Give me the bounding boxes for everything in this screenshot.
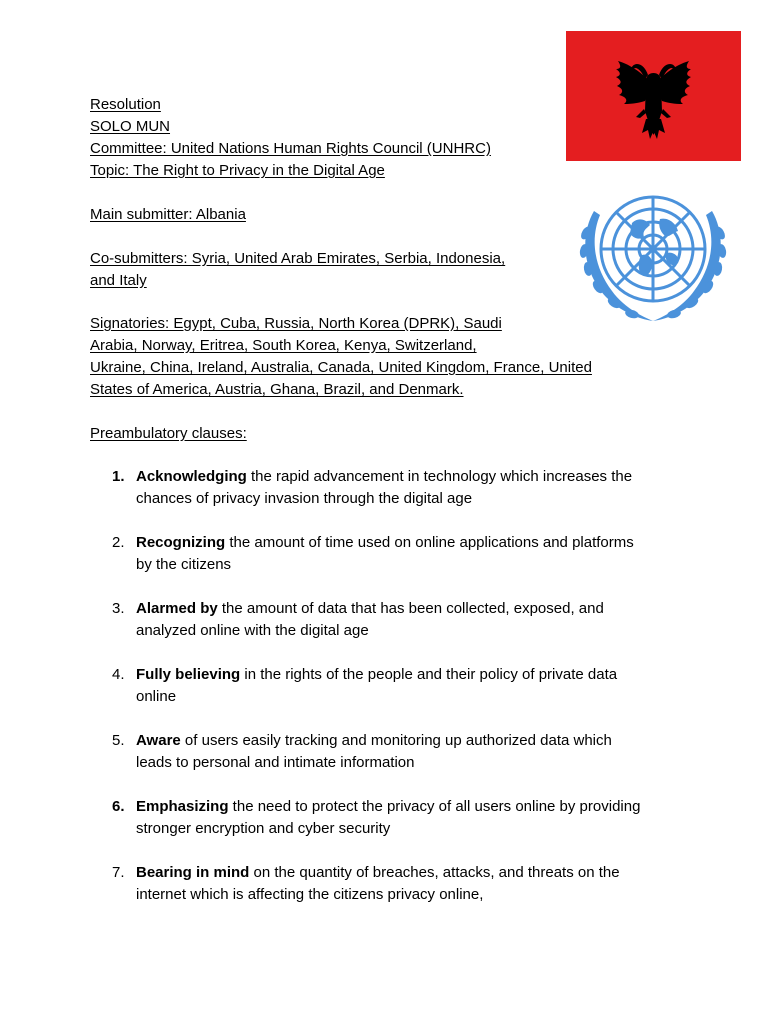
united-nations-emblem-image (572, 193, 734, 329)
conference-name: SOLO MUN (90, 118, 171, 135)
signatories-line-2: Arabia, Norway, Eritrea, South Korea, Kenya, Switzerland, (90, 337, 477, 354)
clause-keyword: Fully believing (136, 666, 241, 683)
clause-item (112, 466, 692, 510)
signatories-line-4: States of America, Austria, Ghana, Brazil, and Denmark. (90, 381, 464, 398)
clause-text-line-2: stronger encryption and cyber security (136, 820, 391, 837)
clause-item (112, 730, 692, 774)
co-submitters-line-2: and Italy (90, 272, 147, 289)
clause-text-line-2: chances of privacy invasion through the digital age (136, 490, 473, 507)
clause-text-line-1: the amount of time used on online applications and platforms (225, 534, 634, 551)
clause-text-line-2: analyzed online with the digital age (136, 622, 369, 639)
clause-text-line-2: online (136, 688, 177, 705)
preambulatory-clauses-list (112, 466, 692, 928)
signatories-line-3: Ukraine, China, Ireland, Australia, Canada, United Kingdom, France, United (90, 359, 592, 376)
double-headed-eagle-icon (566, 31, 741, 161)
clause-text-line-1: in the rights of the people and their policy of private data (240, 666, 618, 683)
clause-number: 4. (112, 666, 125, 683)
clause-text-line-2: internet which is affecting the citizens privacy online, (136, 886, 484, 903)
clause-number: 1. (112, 468, 125, 485)
clause-item (112, 598, 692, 642)
clause-keyword: Recognizing (136, 534, 226, 551)
clause-number: 5. (112, 732, 125, 749)
clause-keyword: Emphasizing (136, 798, 229, 815)
preambulatory-heading: Preambulatory clauses: (90, 425, 247, 442)
clause-item (112, 862, 692, 906)
clause-text-line-2: leads to personal and intimate information (136, 754, 415, 771)
main-submitter-line: Main submitter: Albania (90, 206, 246, 223)
co-submitters-line-1: Co-submitters: Syria, United Arab Emirates, Serbia, Indonesia, (90, 250, 506, 267)
albania-flag-image (566, 31, 741, 161)
clause-text-line-1: the amount of data that has been collected, exposed, and (217, 600, 604, 617)
un-globe-icon (572, 193, 734, 329)
clause-text-line-1: on the quantity of breaches, attacks, and threats on the (249, 864, 620, 881)
clause-text-line-1: the need to protect the privacy of all users online by providing (228, 798, 641, 815)
topic-line: Topic: The Right to Privacy in the Digital Age (90, 162, 385, 179)
clause-text-line-1: of users easily tracking and monitoring up authorized data which (180, 732, 612, 749)
resolution-heading: Resolution (90, 96, 161, 113)
clause-text-line-2: by the citizens (136, 556, 232, 573)
clause-number: 3. (112, 600, 125, 617)
clause-number: 2. (112, 534, 125, 551)
clause-item (112, 796, 692, 840)
signatories-line-1: Signatories: Egypt, Cuba, Russia, North Korea (DPRK), Saudi (90, 315, 502, 332)
committee-line: Committee: United Nations Human Rights Council (UNHRC) (90, 140, 491, 157)
clause-keyword: Bearing in mind (136, 864, 250, 881)
clause-item (112, 664, 692, 708)
clause-number: 7. (112, 864, 125, 881)
clause-item (112, 532, 692, 576)
clause-number: 6. (112, 798, 125, 815)
clause-keyword: Acknowledging (136, 468, 247, 485)
clause-keyword: Alarmed by (136, 600, 218, 617)
clause-text-line-1: the rapid advancement in technology which increases the (246, 468, 633, 485)
clause-keyword: Aware (136, 732, 181, 749)
